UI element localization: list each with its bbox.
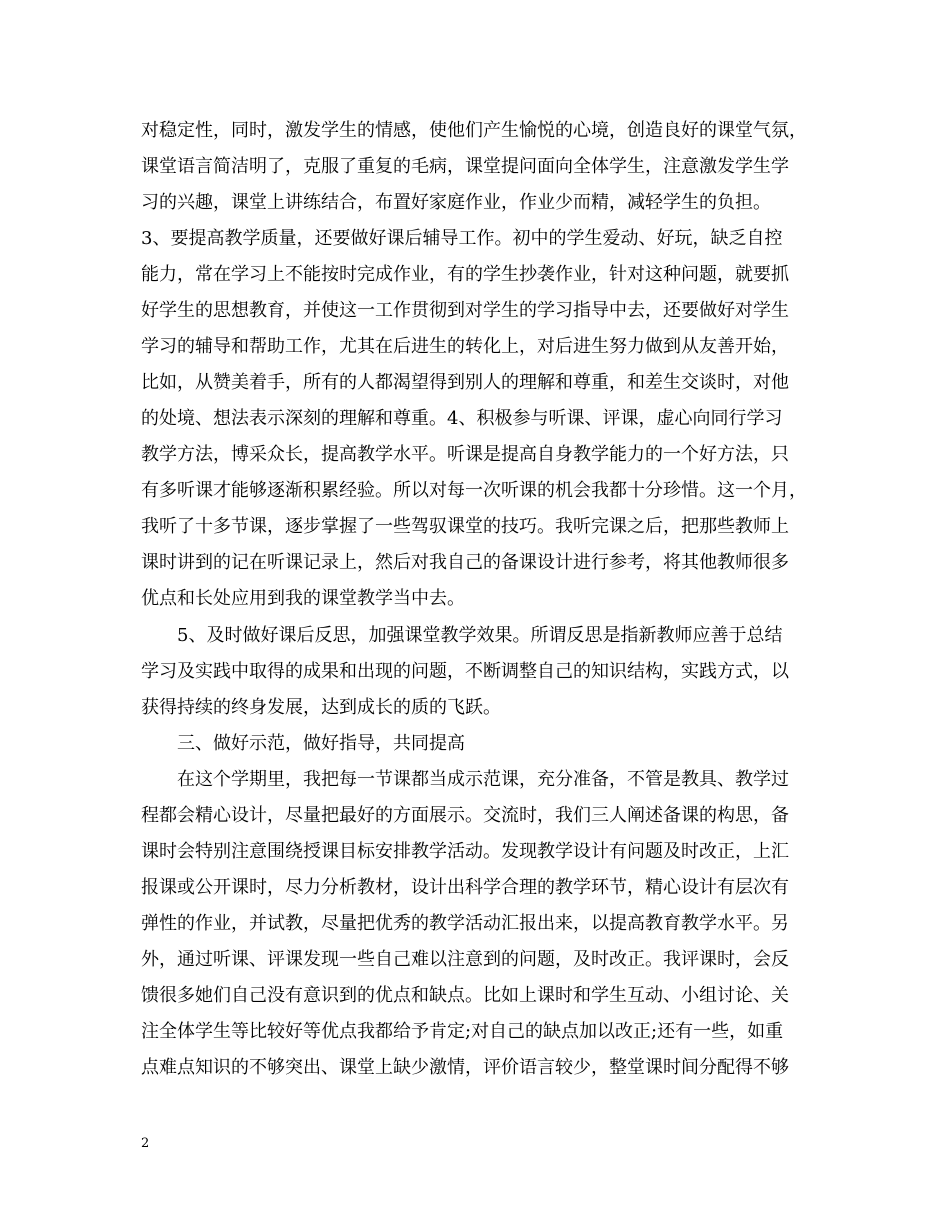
text-line: 对稳定性，同时，激发学生的情感，使他们产生愉悦的心境，创造良好的课堂气氛， xyxy=(141,120,807,141)
paragraph-first-line: 在这个学期里，我把每一节课都当成示范课，充分准备，不管是教具、教学过 xyxy=(177,769,789,790)
paragraph-first-line: 5、及时做好课后反思，加强课堂教学效果。所谓反思是指新教师应善于总结 xyxy=(177,625,783,646)
text-line: 优点和长处应用到我的课堂教学当中去。 xyxy=(141,588,465,609)
page-number: 2 xyxy=(141,1136,150,1151)
text-line: 外，通过听课、评课发现一些自己难以注意到的问题，及时改正。我评课时，会反 xyxy=(141,949,789,970)
text-line: 能力，常在学习上不能按时完成作业，有的学生抄袭作业，针对这种问题，就要抓 xyxy=(141,264,789,285)
text-line: 课时讲到的记在听课记录上，然后对我自己的备课设计进行参考，将其他教师很多 xyxy=(141,552,789,573)
text-line: 学习及实践中取得的成果和出现的问题，不断调整自己的知识结构，实践方式，以 xyxy=(141,661,789,682)
text-line: 好学生的思想教育，并使这一工作贯彻到对学生的学习指导中去，还要做好对学生 xyxy=(141,300,789,321)
text-line: 点难点知识的不够突出、课堂上缺少激情，评价语言较少，整堂课时间分配得不够 xyxy=(141,1057,789,1078)
text-line: 弹性的作业，并试教，尽量把优秀的教学活动汇报出来，以提高教育教学水平。另 xyxy=(141,913,789,934)
text-line: 课堂语言简洁明了，克服了重复的毛病，课堂提问面向全体学生，注意激发学生学 xyxy=(141,156,789,177)
text-line: 习的兴趣，课堂上讲练结合，布置好家庭作业，作业少而精，减轻学生的负担。 xyxy=(141,192,771,213)
text-line: 我听了十多节课，逐步掌握了一些驾驭课堂的技巧。我听完课之后，把那些教师上 xyxy=(141,516,789,537)
section-heading: 三、做好示范，做好指导，共同提高 xyxy=(177,733,465,754)
text-line: 程都会精心设计，尽量把最好的方面展示。交流时，我们三人阐述备课的构思，备 xyxy=(141,805,789,826)
text-line: 比如，从赞美着手，所有的人都渴望得到别人的理解和尊重，和差生交谈时，对他 xyxy=(141,372,789,393)
text-line: 的处境、想法表示深刻的理解和尊重。4、积极参与听课、评课，虚心向同行学习 xyxy=(141,408,783,429)
text-line: 3、要提高教学质量，还要做好课后辅导工作。初中的学生爱动、好玩，缺乏自控 xyxy=(141,228,783,249)
text-line: 课时会特别注意围绕授课目标安排教学活动。发现教学设计有问题及时改正，上汇 xyxy=(141,841,789,862)
text-line: 教学方法，博采众长，提高教学水平。听课是提高自身教学能力的一个好方法，只 xyxy=(141,444,789,465)
text-line: 报课或公开课时，尽力分析教材，设计出科学合理的教学环节，精心设计有层次有 xyxy=(141,877,789,898)
text-line: 有多听课才能够逐渐积累经验。所以对每一次听课的机会我都十分珍惜。这一个月， xyxy=(141,480,807,501)
text-line: 学习的辅导和帮助工作，尤其在后进生的转化上，对后进生努力做到从友善开始， xyxy=(141,336,789,357)
text-line: 馈很多她们自己没有意识到的优点和缺点。比如上课时和学生互动、小组讨论、关 xyxy=(141,985,789,1006)
text-line: 注全体学生等比较好等优点我都给予肯定;对自己的缺点加以改正;还有一些，如重 xyxy=(141,1021,784,1042)
text-line: 获得持续的终身发展，达到成长的质的飞跃。 xyxy=(141,697,501,718)
